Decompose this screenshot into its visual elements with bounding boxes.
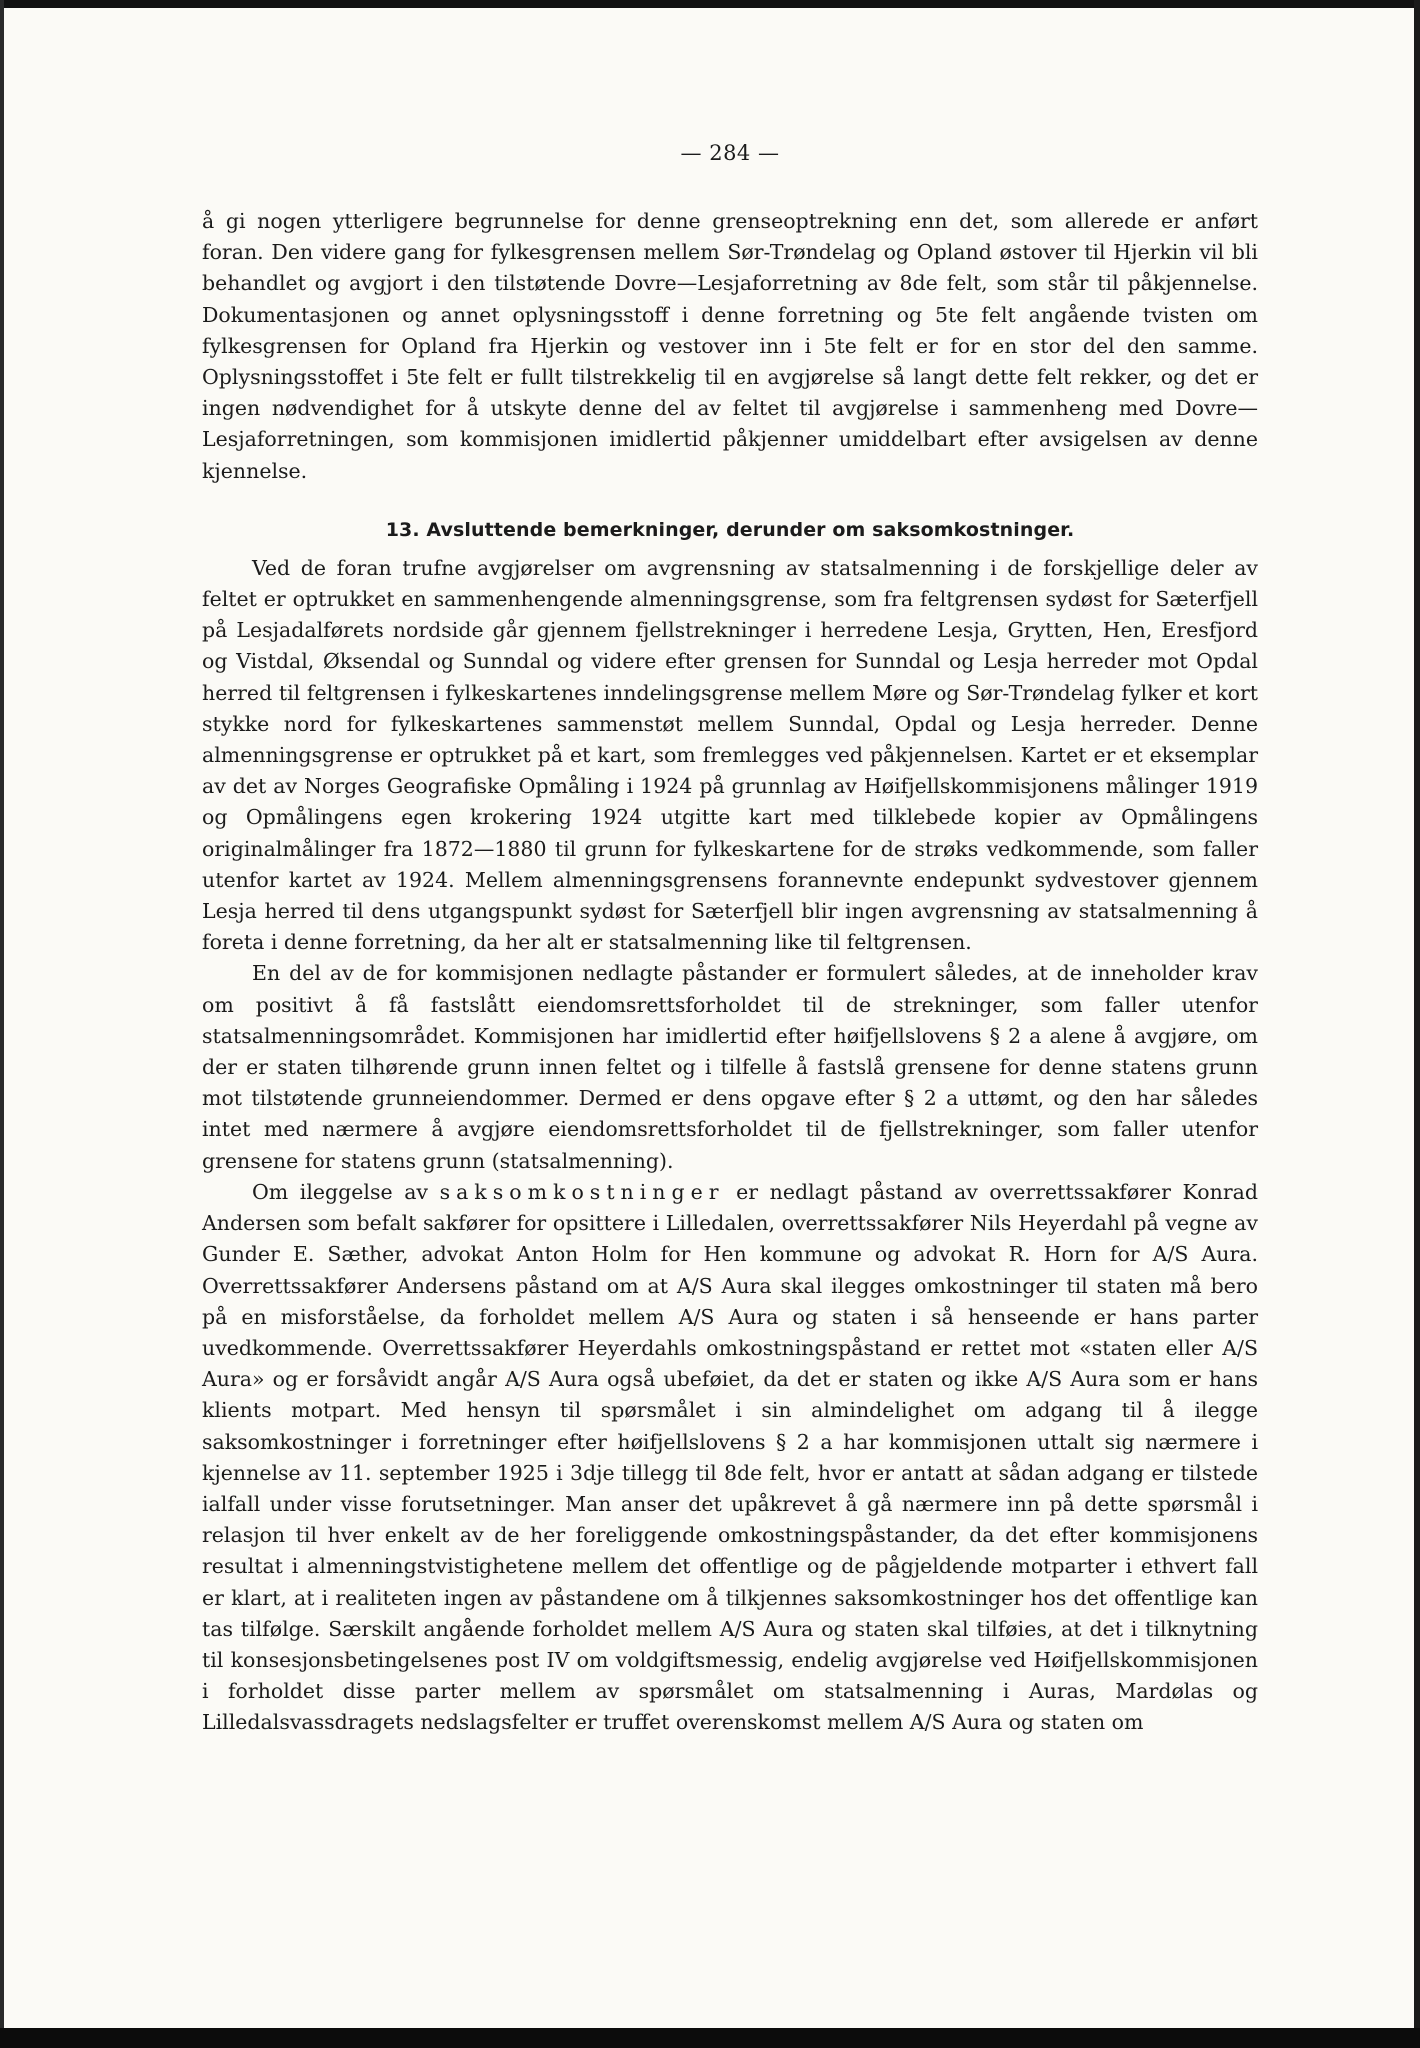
spaced-term-saksomkostninger: saksomkostninger [439,1179,725,1204]
scan-border-bottom [0,2028,1420,2048]
section-paragraph-1: Ved de foran trufne avgjørelser om avgrensning av statsalmenning i de forskjellige deler av feltet er optrukket en sammenhengende almenningsgrense, som fra feltgrensen sydøst for Sæterfjell på Lesjadalførets nordside går gjennem fjellstrekninger i herredene Lesja, Grytten, Hen, Eresfjord og Vistdal, Øksendal og Sunndal og videre efter grensen for Sunndal og Lesja herreder mot Opdal herred til feltgrensen i fylkeskartenes inndelingsgrense mellem Møre og Sør-Trøndelag fylker et kort stykke nord for fylkeskartenes sammenstøt mellem Sunndal, Opdal og Lesja herreder. Denne almenningsgrense er optrukket på et kart, som fremlegges ved påkjennelsen. Kartet er et eksemplar av det av Norges Geografiske Opmåling i 1924 på grunnlag av Høifjellskommisjonens målinger 1919 og Opmålingens egen krokering 1924 utgitte kart med tilklebede kopier av Opmålingens originalmålinger fra 1872—1880 til grunn for fylkeskartene for de strøks vedkommende, som faller utenfor kartet av 1924. Mellem almenningsgrensens forannevnte endepunkt sydvestover gjennem Lesja herred til dens utgangspunkt sydøst for Sæterfjell blir ingen avgrensning av statsalmenning å foreta i denne forretning, da her alt er statsalmenning like til feltgrensen. [202,555,1258,955]
scan-border-left [0,0,4,2048]
page-number: — 284 — [680,141,780,165]
intro-paragraph: å gi nogen ytterligere begrunnelse for denne grenseoptrekning enn det, som allerede er anført foran. Den videre gang for fylkesgrensen mellem Sør-Trøndelag og Opland østover til Hjerkin vil bli behandlet og avgjort i den tilstøtende Dovre—Lesjaforretning av 8de felt, som står til påkjennelse. Dokumentasjonen og annet oplysningsstoff i denne forretning og 5te felt angående tvisten om fylkesgrensen for Opland fra Hjerkin og vestover inn i 5te felt er for en stor del den samme. Oplysningsstoffet i 5te felt er fullt tilstrekkelig til en avgjørelse så langt dette felt rekker, og det er ingen nødvendighet for å utskyte denne del av feltet til avgjørelse i sammenheng med Dovre—Lesjaforretningen, som kommisjonen imidlertid påkjenner umiddelbart efter avsigelsen av denne kjennelse. [202,209,1258,483]
paragraph-3-rest: er nedlagt påstand av overrettssakfører Konrad Andersen som befalt sakfører for opsittere i Lilledalen, overrettssakfører Nils Heyerdahl på vegne av Gunder E. Sæther, advokat Anton Holm for Hen kommune og advokat R. Horn for A/S Aura. Overrettssakfører Andersens påstand om at A/S Aura skal ilegges omkostninger til staten må bero på en misforståelse, da forholdet mellem A/S Aura og staten i så henseende er hans parter uvedkommende. Overrettssakfører Heyerdahls omkostningspåstand er rettet mot «staten eller A/S Aura» og er forsåvidt angår A/S Aura også ubeføiet, da det er staten og ikke A/S Aura som er hans klients motpart. Med hensyn til spørsmålet i sin almindelighet om adgang til å ilegge saksomkostninger i forretninger efter høifjellslovens § 2 a har kommisjonen uttalt sig nærmere i kjennelse av 11. september 1925 i 3dje tillegg til 8de felt, hvor er antatt at sådan adgang er tilstede ialfall under visse forutsetninger. Man anser det upåkrevet å gå nærmere inn på dette spørsmål i relasjon til hver enkelt av de her foreliggende omkostningspåstander, da det efter kommisjonens resultat i almenningstvistighetene mellem det offentlige og de pågjeldende motparter i ethvert fall er klart, at i realiteten ingen av påstandene om å tilkjennes saksomkostninger hos det offentlige kan tas tilfølge. Særskilt angående forholdet mellem A/S Aura og staten skal tilføies, at det i tilknytning til konsesjonsbetingelsenes post IV om voldgiftsmessig, endelig avgjørelse ved Høifjellskommisjonen i forholdet disse parter mellem av spørsmålet om statsalmenning i Auras, Mardølas og Lilledalsvassdragets nedslagsfelter er truffet overenskomst mellem A/S Aura og staten om [202,1179,1258,1735]
scan-border-right [1414,0,1420,2048]
section-paragraph-2: En del av de for kommisjonen nedlagte påstander er formulert således, at de inneholder krav om positivt å få fastslått eiendomsrettsforholdet til de strekninger, som faller utenfor statsalmenningsområdet. Kommisjonen har imidlertid efter høifjellslovens § 2 a alene å avgjøre, om der er staten tilhørende grunn innen feltet og i tilfelle å fastslå grensene for denne statens grunn mot tilstøtende grunneiendommer. Dermed er dens opgave efter § 2 a uttømt, og den har således intet med nærmere å avgjøre eiendomsrettsforholdet til de fjellstrekninger, som faller utenfor grensene for statens grunn (statsalmenning). [202,961,1258,1173]
paragraph-3-start: Om ileggelse av [252,1179,428,1204]
document-page [202,140,1258,1739]
section-heading: 13. Avsluttende bemerkninger, derunder om saksomkostninger. [385,518,1075,541]
section-paragraph-3 [202,1177,1258,1739]
scan-border-top [0,0,1420,8]
